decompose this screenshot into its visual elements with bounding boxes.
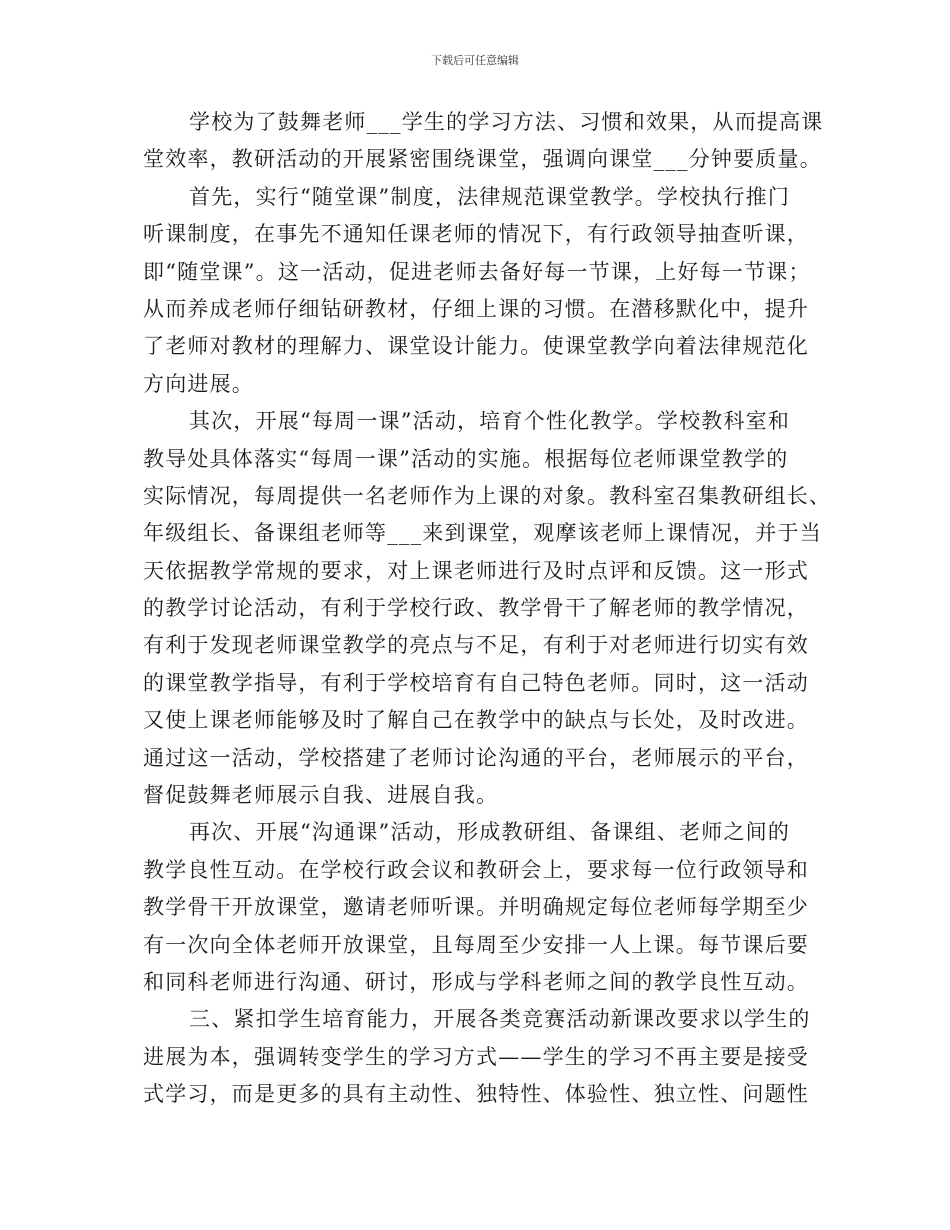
text-line: 堂效率，教研活动的开展紧密围绕课堂，强调向课堂___分钟要质量。 (143, 147, 822, 172)
document-body (143, 104, 832, 1114)
text-line: 三、紧扣学生培育能力，开展各类竞赛活动新课改要求以学生的 (189, 1007, 811, 1032)
text-line: 督促鼓舞老师展示自我、进展自我。 (143, 783, 499, 808)
text-line: 式学习，而是更多的具有主动性、独特性、体验性、独立性、问题性 (143, 1082, 809, 1107)
text-line: 教导处具体落实“每周一课”活动的实施。根据每位老师课堂教学的 (143, 446, 789, 471)
text-line: 天依据教学常规的要求，对上课老师进行及时点评和反馈。这一形式 (143, 558, 809, 583)
text-line: 和同科老师进行沟通、研讨，形成与学科老师之间的教学良性互动。 (143, 969, 809, 994)
text-line: 其次，开展“每周一课”活动，培育个性化教学。学校教科室和 (189, 409, 791, 434)
text-line: 又使上课老师能够及时了解自己在教学中的缺点与长处，及时改进。 (143, 708, 809, 733)
text-line: 再次、开展“沟通课”活动，形成教研组、备课组、老师之间的 (189, 820, 791, 845)
text-line: 的教学讨论活动，有利于学校行政、教学骨干了解老师的教学情况， (143, 596, 809, 621)
text-line: 有一次向全体老师开放课堂，且每周至少安排一人上课。每节课后要 (143, 932, 809, 957)
text-line: 进展为本，强调转变学生的学习方式——学生的学习不再主要是接受 (143, 1044, 809, 1069)
text-line: 学校为了鼓舞老师___学生的学习方法、习惯和效果，从而提高课 (189, 110, 824, 134)
text-line: 方向进展。 (143, 371, 254, 396)
text-line: 通过这一活动，学校搭建了老师讨论沟通的平台，老师展示的平台， (143, 745, 809, 770)
text-line: 教学良性互动。在学校行政会议和教研会上，要求每一位行政领导和 (143, 857, 809, 882)
text-line: 即“随堂课”。这一活动，促进老师去备好每一节课，上好每一节课； (143, 259, 811, 284)
text-line: 的课堂教学指导，有利于学校培育有自己特色老师。同时，这一活动 (143, 670, 809, 695)
text-line: 有利于发现老师课堂教学的亮点与不足，有利于对老师进行切实有效 (143, 633, 809, 658)
text-line: 听课制度，在事先不通知任课老师的情况下，有行政领导抽查听课， (143, 222, 809, 247)
text-line: 年级组长、备课组老师等___来到课堂，观摩该老师上课情况，并于当 (143, 521, 822, 546)
text-line: 了老师对教材的理解力、课堂设计能力。使课堂教学向着法律规范化 (143, 334, 809, 359)
page-header: 下载后可任意编辑 (431, 54, 519, 67)
text-line: 实际情况，每周提供一名老师作为上课的对象。教科室召集教研组长、 (143, 483, 832, 508)
text-line: 首先，实行“随堂课”制度，法律规范课堂教学。学校执行推门 (189, 184, 791, 209)
text-line: 从而养成老师仔细钻研教材，仔细上课的习惯。在潜移默化中，提升 (143, 296, 809, 321)
text-line: 教学骨干开放课堂，邀请老师听课。并明确规定每位老师每学期至少 (143, 895, 809, 920)
